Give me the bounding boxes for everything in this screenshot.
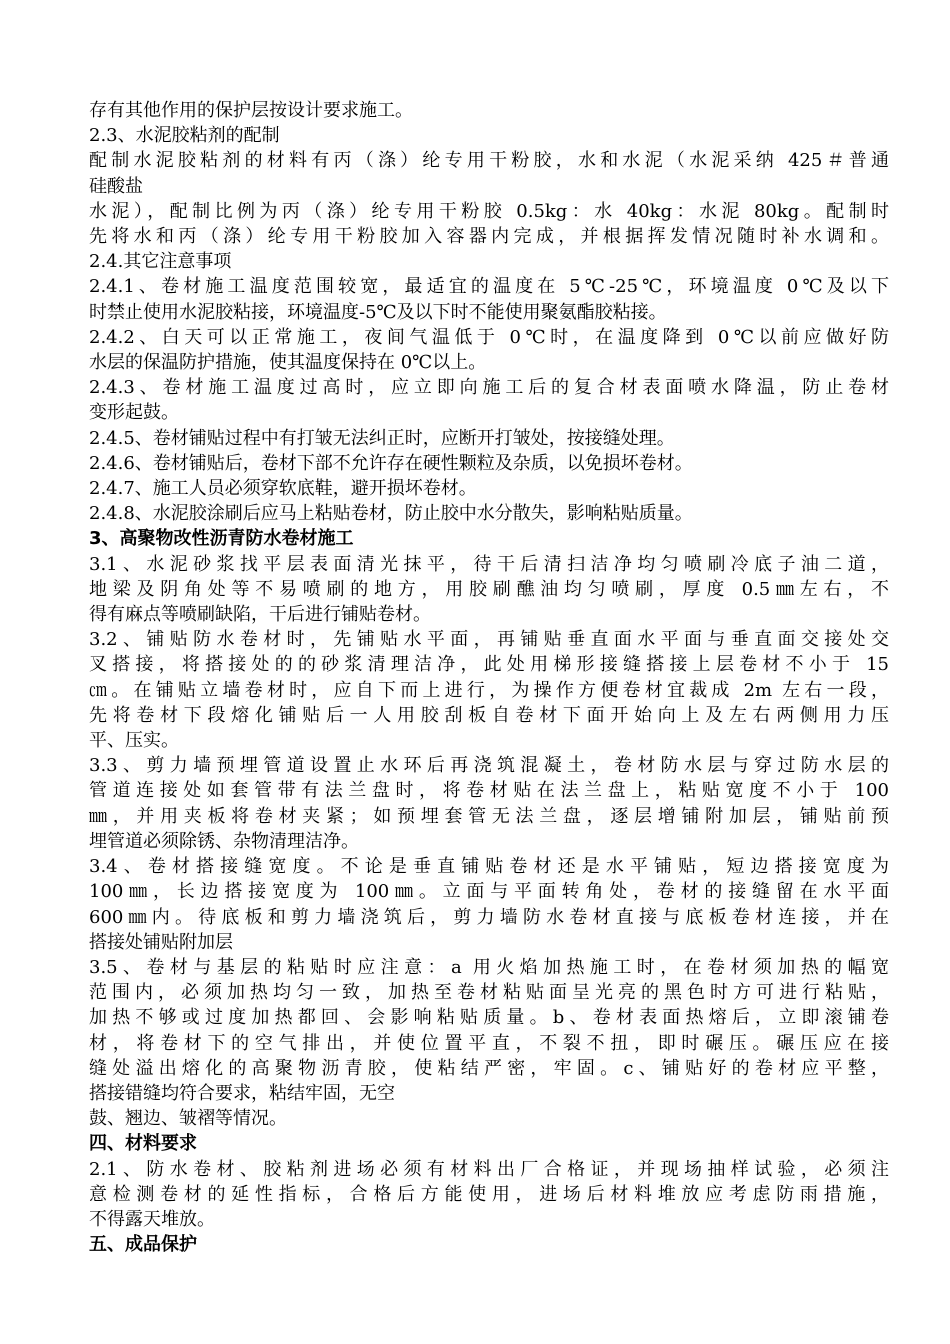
text-line: 叉搭接，将搭接处的的砂浆清理洁净，此处用梯形接缝搭接上层卷材不小于 15 <box>89 654 889 676</box>
text-line: 3.3、剪力墙预埋管道设置止水环后再浇筑混凝土，卷材防水层与穿过防水层的 <box>89 755 889 777</box>
section-heading: 五、成品保护 <box>89 1234 197 1256</box>
text-line: 存有其他作用的保护层按设计要求施工。 <box>89 100 413 121</box>
text-line: 缝处溢出熔化的高聚物沥青胶，使粘结严密，牢固。c、铺贴好的卷材应平整， <box>89 1057 889 1079</box>
text-line: 100㎜，长边搭接宽度为 100㎜。立面与平面转角处，卷材的接缝留在水平面 <box>89 881 889 903</box>
text-line: 鼓、翘边、皱褶等情况。 <box>89 1108 287 1130</box>
text-line: 变形起鼓。 <box>89 402 179 424</box>
text-line: 配制水泥胶粘剂的材料有丙（涤）纶专用干粉胶，水和水泥（水泥采纳 425＃普通 <box>89 150 889 172</box>
text-line: 加热不够或过度加热都回、会影响粘贴质量。b、卷材表面热熔后，立即滚铺卷 <box>89 1007 889 1029</box>
text-line: 先将水和丙（涤）纶专用干粉胶加入容器内完成，并根据挥发情况随时补水调和。 <box>89 226 889 248</box>
text-line: 先将卷材下段熔化铺贴后一人用胶刮板自卷材下面开始向上及左右两侧用力压 <box>89 704 889 726</box>
text-line: 3.2、铺贴防水卷材时，先铺贴水平面，再铺贴垂直面水平面与垂直面交接处交 <box>89 629 889 651</box>
text-line: 2.4.其它注意事项 <box>89 251 232 273</box>
text-line: 2.4.1、卷材施工温度范围较宽，最适宜的温度在 5℃-25℃，环境温度 0℃及以下 <box>89 276 889 298</box>
text-line: 600㎜内。待底板和剪力墙浇筑后，剪力墙防水卷材直接与底板卷材连接，并在 <box>89 906 889 928</box>
text-line: 2.4.3、卷材施工温度过高时，应立即向施工后的复合材表面喷水降温，防止卷材 <box>89 377 889 399</box>
text-line: 得有麻点等喷刷缺陷，干后进行铺贴卷材。 <box>89 604 431 626</box>
text-line: 2.4.8、水泥胶涂刷后应马上粘贴卷材，防止胶中水分散失，影响粘贴质量。 <box>89 503 693 525</box>
text-line: 搭接错缝均符合要求，粘结牢固，无空 <box>89 1082 395 1104</box>
text-line: 2.4.2、白天可以正常施工，夜间气温低于 0℃时，在温度降到 0℃以前应做好防 <box>89 326 889 348</box>
text-line: 材，将卷材下的空气排出，并使位置平直，不裂不扭，即时碾压。碾压应在接 <box>89 1032 889 1054</box>
text-line: 3.1、水泥砂浆找平层表面清光抹平，待干后清扫洁净均匀喷刷冷底子油二道， <box>89 553 889 575</box>
text-line: 范围内，必须加热均匀一致，加热至卷材粘贴面呈光亮的黑色时方可进行粘贴， <box>89 982 889 1004</box>
text-line: 2.3、水泥胶粘剂的配制 <box>89 125 280 147</box>
text-line: 时禁止使用水泥胶粘接，环境温度-5℃及以下时不能使用聚氨酯胶粘接。 <box>89 301 667 323</box>
text-line: ㎝。在铺贴立墙卷材时，应自下而上进行，为操作方便卷材宜裁成 2m 左右一段， <box>89 679 889 701</box>
text-line: 不得露天堆放。 <box>89 1208 215 1230</box>
text-line: 地梁及阴角处等不易喷刷的地方，用胶刷醮油均匀喷刷，厚度 0.5㎜左右，不 <box>89 578 889 600</box>
text-line: 2.4.6、卷材铺贴后，卷材下部不允许存在硬性颗粒及杂质，以免损坏卷材。 <box>89 452 693 474</box>
text-line: 水层的保温防护措施，使其温度保持在 0℃以上。 <box>89 352 487 374</box>
text-line: 2.4.7、施工人员必须穿软底鞋，避开损坏卷材。 <box>89 478 477 500</box>
text-line: 2.1、防水卷材、胶粘剂进场必须有材料出厂合格证，并现场抽样试验，必须注 <box>89 1158 889 1180</box>
text-line: ㎜，并用夹板将卷材夹紧；如预埋套管无法兰盘，逐层增铺附加层，铺贴前预 <box>89 805 889 827</box>
text-line: 硅酸盐 <box>89 175 143 197</box>
document-page <box>89 98 889 1257</box>
section-heading: 四、材料要求 <box>89 1133 197 1155</box>
section-heading: 3、高聚物改性沥青防水卷材施工 <box>89 528 354 550</box>
text-line: 管道连接处如套管带有法兰盘时，将卷材贴在法兰盘上，粘贴宽度不小于 100 <box>89 780 889 802</box>
text-line: 埋管道必须除锈、杂物清理洁净。 <box>89 830 359 852</box>
text-line: 意检测卷材的延性指标，合格后方能使用，进场后材料堆放应考虑防雨措施， <box>89 1183 889 1205</box>
text-line: 3.4、卷材搭接缝宽度。不论是垂直铺贴卷材还是水平铺贴，短边搭接宽度为 <box>89 856 889 878</box>
text-line: 平、压实。 <box>89 730 179 752</box>
text-line: 2.4.5、卷材铺贴过程中有打皱无法纠正时，应断开打皱处，按接缝处理。 <box>89 427 675 449</box>
text-line: 水泥），配制比例为丙（涤）纶专用干粉胶 0.5kg：水 40kg：水泥 80kg。配制时 <box>89 200 889 222</box>
text-line: 3.5、卷材与基层的粘贴时应注意：a 用火焰加热施工时，在卷材须加热的幅宽 <box>89 956 889 978</box>
text-line: 搭接处铺贴附加层 <box>89 931 233 953</box>
